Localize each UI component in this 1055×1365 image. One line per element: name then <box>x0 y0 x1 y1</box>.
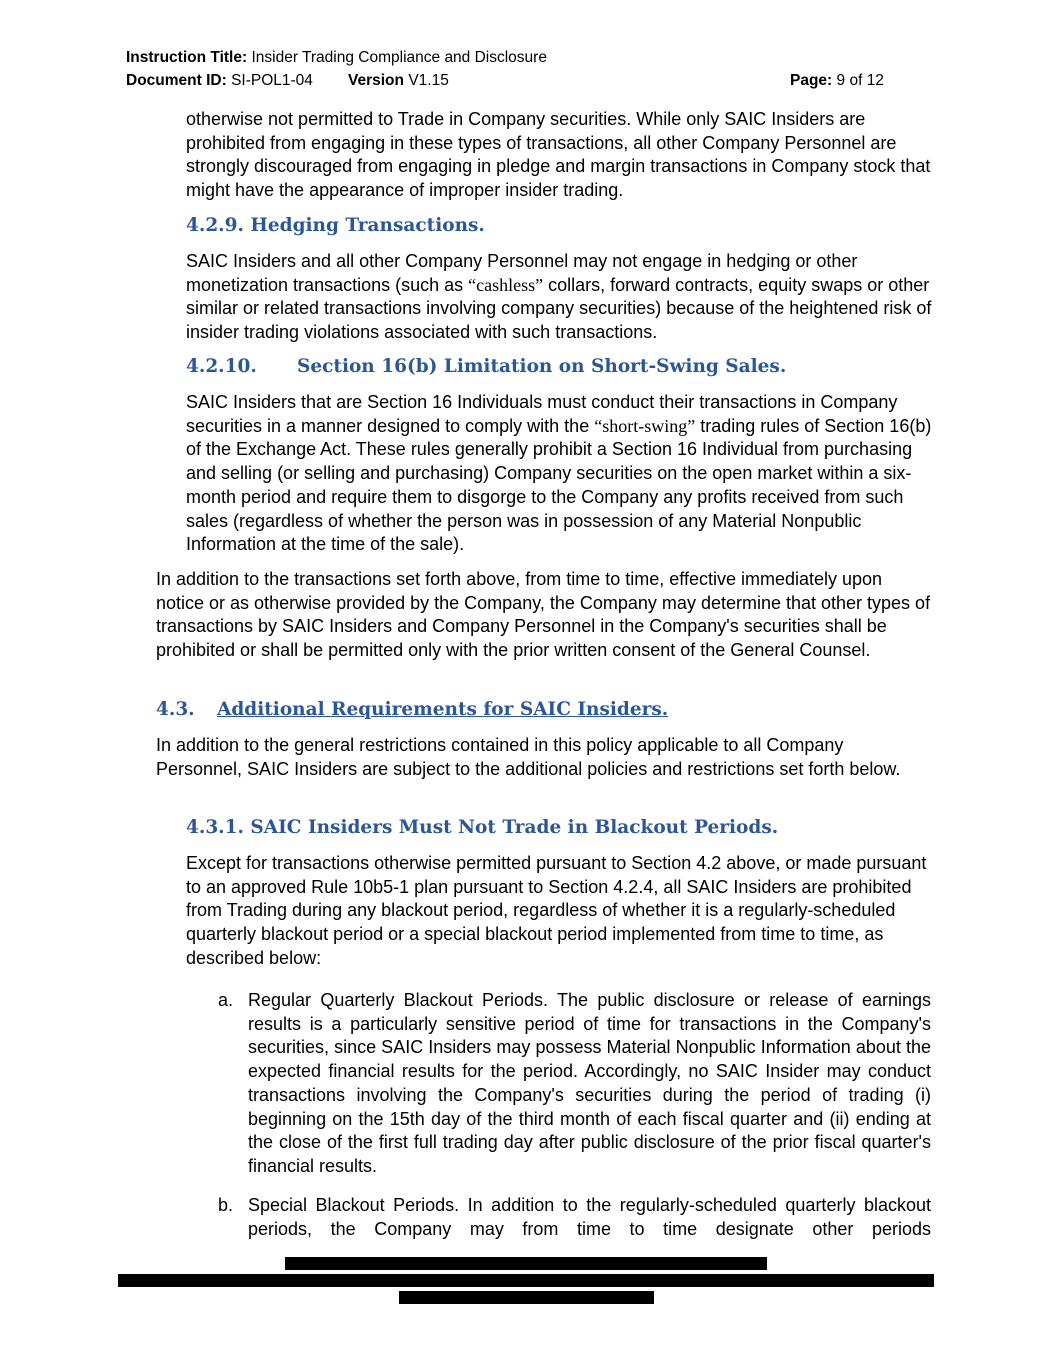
list-marker-a: a. <box>218 990 234 1010</box>
section-4-3-1-text: Except for transactions otherwise permitted pursuant to Section 4.2 above, or made pursuant to an approved Rule 10b5-1 plan pursuant to Section 4.2.4, all SAIC Insiders are prohibited from Trading during any blackout period, regardless of whether it is a regularly-scheduled quarterly blackout period or a special blackout period implemented from time to time, as described below: <box>186 853 927 968</box>
instruction-title-value: Insider Trading Compliance and Disclosure <box>251 49 547 66</box>
header-page-number <box>790 71 884 91</box>
section-4-2-10-heading <box>186 355 786 379</box>
section-4-2-10-text: SAIC Insiders that are Section 16 Individuals must conduct their transactions in Company securities in a manner designed to comply with the “short-swing” trading rules of Section 16(b) of the Exchange Act. These rules generally prohibit a Section 16 Individual from purchasing and selling (or selling and purchasing) Company securities on the open market within a six-month period and require them to disgorge to the Company any profits received from such sales (regardless of whether the person was in possession of any Material Nonpublic Information at the time of the sale). <box>186 392 932 555</box>
section-4-3-text: In addition to the general restrictions contained in this policy applicable to all Company Personnel, SAIC Insiders are subject to the additional policies and restrictions set forth below. <box>156 735 901 779</box>
section-4-2-9-title: Hedging Transactions. <box>250 215 485 236</box>
section-4-2-9-heading <box>186 214 485 238</box>
document-id-value: SI-POL1-04 <box>231 72 313 89</box>
page-value: 9 of 12 <box>836 72 884 89</box>
continued-paragraph: otherwise not permitted to Trade in Company securities. While only SAIC Insiders are prohibited from engaging in these types of transactions, all other Company Personnel are strongly discouraged from engaging in pledge and margin transactions in Company stock that might have the appearance of improper insider trading. <box>186 109 931 201</box>
section-4-2-9-text: SAIC Insiders and all other Company Personnel may not engage in hedging or other monetization transactions (such as “cashless” collars, forward contracts, equity swaps or other similar or related transactions involving company securities) because of the heightened risk of insider trading violations associated with such transactions. <box>186 251 932 343</box>
header-document-id <box>126 71 313 91</box>
version-label: Version <box>348 72 404 89</box>
addition-paragraph: In addition to the transactions set forth above, from time to time, effective immediately upon notice or as otherwise provided by the Company, the Company may determine that other types of transactions by SAIC Insiders and Company Personnel in the Company's securities shall be prohibited or shall be permitted only with the prior written consent of the General Counsel. <box>156 569 931 661</box>
header-version <box>348 71 449 91</box>
section-4-2-9-number: 4.2.9. <box>186 215 244 236</box>
instruction-title-label: Instruction Title: <box>126 49 248 66</box>
list-item-regular-blackout: Regular Quarterly Blackout Periods. The public disclosure or release of earnings results is a particularly sensitive period of time for transactions in the Company's securities, since SAIC Insiders may possess Material Nonpublic Information about the expected financial results for the period. Accordingly, no SAIC Insider may conduct transactions involving the Company's securities during the period of trading (i) beginning on the 15th day of the third month of each fiscal quarter and (ii) ending at the close of the first full trading day after public disclosure of the prior fiscal quarter's financial results. <box>248 990 931 1176</box>
section-4-3-1-heading <box>186 816 778 840</box>
section-4-3-1-title: SAIC Insiders Must Not Trade in Blackout Periods. <box>250 817 779 838</box>
document-id-label: Document ID: <box>126 72 227 89</box>
header-instruction-title <box>126 48 547 68</box>
section-4-3-title: Additional Requirements for SAIC Insiders. <box>217 699 669 720</box>
redaction-bar-bottom <box>399 1291 654 1304</box>
redaction-bar-top <box>285 1257 767 1270</box>
section-4-3-number: 4.3. <box>156 699 195 720</box>
redaction-bar-middle <box>118 1274 934 1287</box>
section-4-2-10-title: Section 16(b) Limitation on Short-Swing Sales. <box>297 356 787 377</box>
list-marker-b: b. <box>218 1195 234 1215</box>
page-label: Page: <box>790 72 833 89</box>
short-swing-quote: “short-swing” <box>594 415 696 436</box>
section-4-3-heading <box>156 698 668 722</box>
version-value: V1.15 <box>408 72 449 89</box>
cashless-quote: “cashless” <box>468 274 544 295</box>
list-item-special-blackout: Special Blackout Periods. In addition to the regularly-scheduled quarterly blackout periods, the Company may from time to time designate other periods <box>248 1195 931 1239</box>
section-4-3-1-number: 4.3.1. <box>186 817 244 838</box>
section-4-2-10-number: 4.2.10. <box>186 356 257 377</box>
